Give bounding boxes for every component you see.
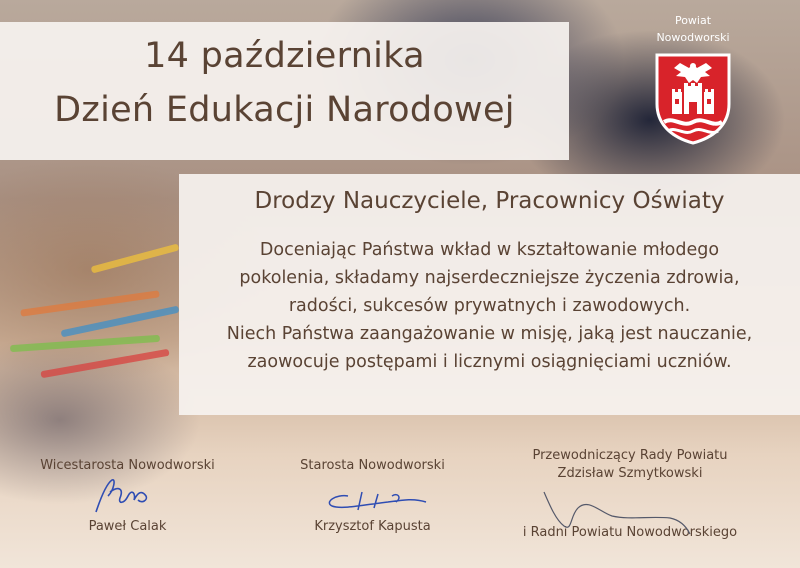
handwritten-signature-icon bbox=[318, 484, 430, 514]
title-date: 14 października bbox=[144, 36, 425, 76]
county-label-line1: Powiat bbox=[674, 14, 712, 27]
wishes-line: Doceniając Państwa wkład w kształtowanie młodego bbox=[259, 240, 720, 260]
coat-of-arms-icon bbox=[654, 52, 732, 146]
title-occasion: Dzień Edukacji Narodowej bbox=[54, 90, 515, 130]
signatory-name: Zdzisław Szmytkowski bbox=[557, 466, 703, 481]
handwritten-signature-icon bbox=[540, 486, 700, 538]
wishes-line: radości, sukcesów prywatnych i zawodowych. bbox=[288, 296, 691, 316]
signatory-role: Wicestarosta Nowodworski bbox=[40, 458, 215, 473]
pencil-decoration bbox=[10, 335, 160, 352]
message-panel bbox=[179, 174, 800, 415]
signatory-role: Przewodniczący Rady Powiatu bbox=[532, 448, 728, 463]
pencil-decoration bbox=[91, 243, 180, 273]
signatory-name: Paweł Calak bbox=[88, 519, 167, 534]
county-label-line2: Nowodworski bbox=[656, 31, 730, 44]
signatory-name: Krzysztof Kapusta bbox=[314, 519, 431, 534]
pencil-decoration bbox=[61, 306, 180, 338]
wishes-text bbox=[179, 236, 800, 376]
signatory-role: Starosta Nowodworski bbox=[300, 458, 445, 473]
handwritten-signature-icon bbox=[88, 474, 158, 516]
title-panel bbox=[0, 22, 569, 160]
greeting-heading: Drodzy Nauczyciele, Pracownicy Oświaty bbox=[254, 188, 725, 214]
wishes-line: pokolenia, składamy najserdeczniejsze życzenia zdrowia, bbox=[239, 268, 740, 288]
wishes-line: zaowocuje postępami i licznymi osiągnięciami uczniów. bbox=[247, 352, 732, 372]
county-emblem bbox=[630, 12, 756, 146]
signatory-footer: i Radni Powiatu Nowodworskiego bbox=[522, 525, 738, 540]
wishes-line: Niech Państwa zaangażowanie w misję, jaką jest nauczanie, bbox=[226, 324, 753, 344]
pencil-decoration bbox=[40, 349, 169, 378]
